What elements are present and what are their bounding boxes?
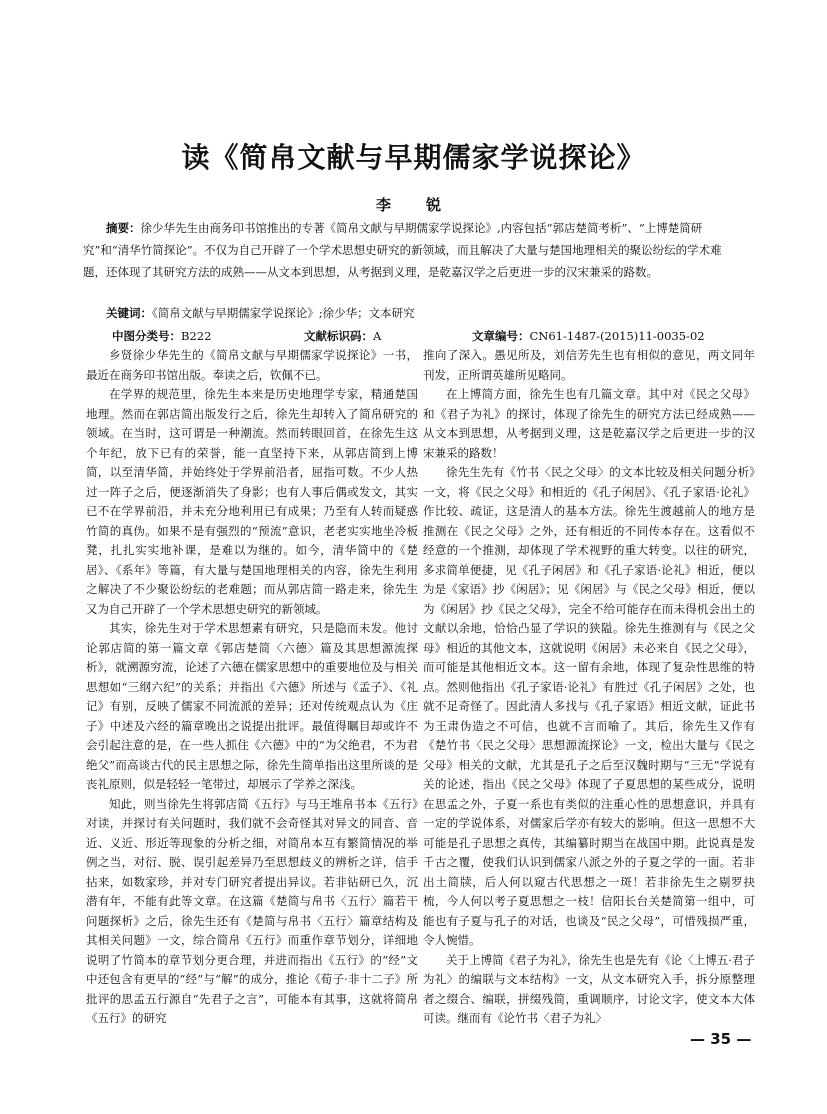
abstract-text: 徐少华先生由商务印书馆推出的专著《简帛文献与早期儒家学说探论》,内容包括“郭店楚简考析”、“上博楚简研究”和“清华竹简探论”。不仅为自己开辟了一个学术思想史研究的新领域，而且解决了大量与楚国地理相关的聚讼纷纭的学术难题，还体现了其研究方法的成熟——从文本到思想，从考据到义理，是乾嘉汉学之后更进一步的汉宋兼采的路数。 xyxy=(83,221,722,279)
body-column-right xyxy=(423,346,755,1029)
keywords-label: 关键词： xyxy=(106,306,152,320)
classification-line xyxy=(112,326,752,346)
paragraph: 徐先生先有《竹书〈民之父母〉的文本比较及相关问题分析》一文，将《民之父母》和相近的《孔子闲居》、《孔子家语·论礼》作比较、疏证，这是清人的基本方法。徐先生渡越前人的地方是推测在《民之父母》之外，还有相近的不同传本存在。这看似不经意的一个推测，却体现了学术视野的重大转变。以往的研究，多求简单便捷，见《孔子闲居》和《孔子家语·论礼》相近，便以为是《家语》抄《闲居》；见《闲居》与《民之父母》相近，便以为《闲居》抄《民之父母》，完全不给可能存在而未得机会出土的文献以余地，恰恰凸显了学识的狭隘。徐先生推测有与《民之父母》相近的其他文本，这就说明《闲居》未必来自《民之父母》，而可能是其他相近文本。这一留有余地，体现了复杂性思维的特点。然则他指出《孔子家语·论礼》有胜过《孔子闲居》之处，也就不足奇怪了。因此清人多找与《孔子家语》相近文献，证此书为王肃伪造之不可信，也就不言而喻了。其后，徐先生又作有《楚竹书〈民之父母〉思想源流探论》一文，检出大量与《民之父母》相关的文献，尤其是孔子之后至汉魏时期与“三无”学说有关的论述，指出《民之父母》体现了子夏思想的某些成分，说明在思孟之外，子夏一系也有类似的注重心性的思想意识，并具有一定的学说体系，对儒家后学亦有较大的影响。但这一思想不大可能是孔子思想之真传，其编纂时期当在战国中期。此说真是发千古之覆，使我们认识到儒家八派之外的子夏之学的一面。若非出土简牍，后人何以窥古代思想之一斑！若非徐先生之剔罗抉梳，今人何以考子夏思想之一枝！信阳长台关楚简第一组中，可能也有子夏与孔子的对话，也谈及“民之父母”，可惜残损严重，令人惋惜。 xyxy=(423,465,755,947)
clc-label: 中图分类号： xyxy=(112,329,181,343)
page-number: — 35 — xyxy=(690,1030,752,1048)
paragraph: 关于上博简《君子为礼》，徐先生也是先有《论〈上博五·君子为礼〉的编联与文本结构》一文，从文本研究入手，拆分原整理者之缀合、编联，拼缀残简，重调顺序，讨论文字，使文本大体可读。继而有《论竹书〈君子为礼〉 xyxy=(423,952,755,1025)
article-number-value: CN61-1487-(2015)11-0035-02 xyxy=(529,329,705,343)
document-code xyxy=(304,326,381,346)
paragraph: 其实，徐先生对于学术思想素有研究，只是隐而未发。他讨论郭店简的第一篇文章《郭店楚简〈六德〉篇及其思想源流探析》，就溯源穷流，论述了六德在儒家思想中的重要地位及与相关思想如“三纲六纪”的关系；并指出《六德》所述与《孟子》、《礼记》有别，反映了儒家不同流派的差异；还对传统观点认为《庄子》中述及六经的篇章晚出之说提出批评。最值得瞩目却或许不会引起注意的是，在一些人抓住《六德》中的“为父绝君，不为君绝父”而高谈古代的民主思想之际，徐先生简单指出这里所谈的是丧礼原则，似是轻轻一笔带过，却展示了学养之深浅。 xyxy=(86,621,418,791)
document-code-label: 文献标识码： xyxy=(304,329,373,343)
clc-value: B222 xyxy=(181,329,212,343)
article-number xyxy=(472,326,705,346)
clc-code xyxy=(112,326,211,346)
paragraph: 推向了深入。愚见所及，刘信芳先生也有相似的意见，两文同年刊发，正所谓英雄所见略同。 xyxy=(423,348,755,382)
paragraph: 在学界的规范里，徐先生本来是历史地理学专家，精通楚国地理。然而在郭店简出版发行之后，徐先生却转入了简帛研究的领域。在当时，这可谓是一种潮流。然而转眼回首，在徐先生这个年纪，放下已有的荣誉，能一直坚持下来，从郭店简到上博简，以至清华简，并始终处于学界前沿者，屈指可数。不少人热过一阵子之后，便逐渐消失了身影；也有人事后偶或发文，其实已不在学界前沿，并未充分地利用已有成果；乃至有人转而疑惑竹简的真伪。如果不是有强烈的“预流”意识，老老实实地坐冷板凳，扎扎实实地补课，是难以为继的。如今，清华简中的《楚居》、《系年》等篇，有大量与楚国地理相关的内容，徐先生利用之解决了不少聚讼纷纭的老难题；而从郭店简一路走来，徐先生又为自己开辟了一个学术思想史研究的新领域。 xyxy=(86,387,418,616)
article-title: 读《简帛文献与早期儒家学说探论》 xyxy=(181,141,646,174)
article-number-label: 文章编号： xyxy=(472,329,530,343)
author-name: 李 锐 xyxy=(375,196,451,214)
keywords xyxy=(83,303,743,324)
paragraph: 乡贤徐少华先生的《简帛文献与早期儒家学说探论》一书，最近在商务印书馆出版。奉读之后，钦佩不已。 xyxy=(86,348,418,382)
abstract-label: 摘要： xyxy=(106,221,141,235)
paragraph: 在上博简方面，徐先生也有几篇文章。其中对《民之父母》和《君子为礼》的探讨，体现了徐先生的研究方法已经成熟——从文本到思想，从考据到义理，这是乾嘉汉学之后更进一步的汉宋兼采的路数！ xyxy=(423,387,755,460)
abstract xyxy=(83,218,743,283)
paragraph: 知此，则当徐先生将郭店简《五行》与马王堆帛书本《五行》对读，并探讨有关问题时，我们就不会奇怪其对异文的同音、音近、义近、形近等现象的分析之细，对简帛本互有繁简情况的举例之当，对衍、脱、误引起差异乃至思想歧义的辨析之详，信手拈来，如数家珍，并对专门研究者提出异议。若非钻研已久，沉潜有年，不能有此等文章。在这篇《楚简与帛书〈五行〉篇若干问题探析》之后，徐先生还有《楚简与帛书〈五行〉篇章结构及其相关问题》一文，综合简帛《五行》而重作章节划分，详细地说明了竹简本的章节划分更合理，并进而指出《五行》的“经”文中还包含有更早的“经”与“解”的成分，推论《荀子·非十二子》所批评的思孟五行源自“先君子之言”，可能本有其事，这就将简帛《五行》的研究 xyxy=(86,796,418,1025)
body-column-left xyxy=(86,346,418,1029)
keywords-text: 《简帛文献与早期儒家学说探论》;徐少华；文本研究 xyxy=(152,306,415,320)
document-code-value: A xyxy=(373,329,382,343)
